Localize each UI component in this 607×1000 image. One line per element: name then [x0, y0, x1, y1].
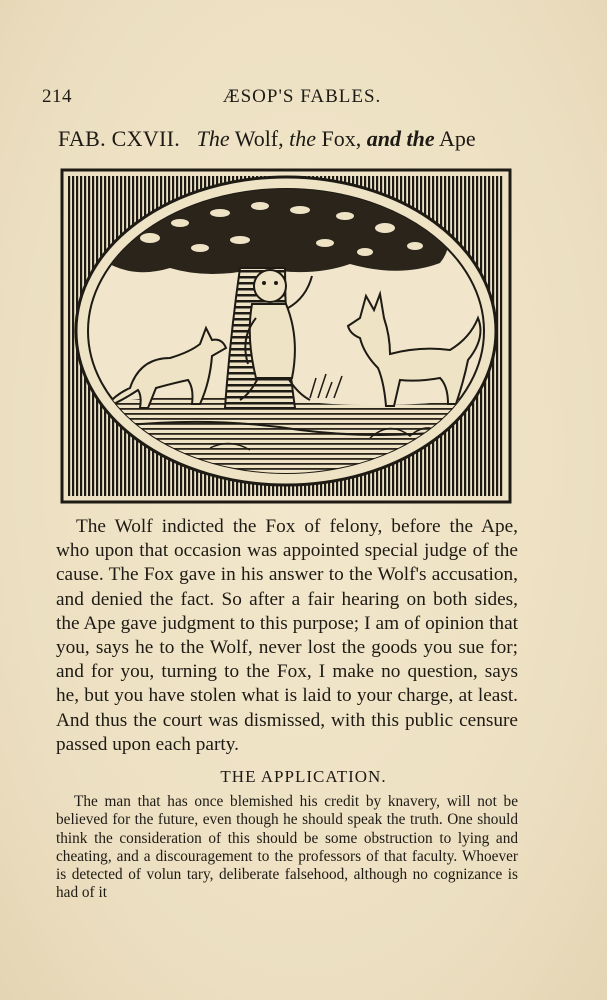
title-word-3: the	[289, 126, 317, 151]
title-word-2: Wolf,	[234, 126, 284, 151]
running-head: ÆSOP'S FABLES.	[222, 86, 382, 107]
fable-number: FAB. CXVII.	[58, 126, 181, 151]
title-word-6: Ape	[438, 126, 476, 151]
story-paragraph: The Wolf indicted the Fox of felony, before the Ape, who upon that occasion was appointed special judge of the cause. The Fox gave in his answer to the Wolf's accusation, and denied the fact. So after a fair hearing on both sides, the Ape gave judgment to this purpose; I am of opinion that you, says he to the Wolf, never lost the goods you sue for; and for you, turning to the Fox, I make no question, says he, but you have stolen what is laid to your charge, at least. And thus the court was dismissed, with this public censure passed upon each party.	[56, 516, 518, 755]
application-paragraph: The man that has once blemished his credit by knavery, will not be believed for the future, even though he should speak the truth. One should think the consideration of this should be some obstruction to lying and cheating, and a discouragement to the professors of that faculty. Whoever is detected of volun tary, deliberate falsehood, although no cognizance is had of it	[56, 793, 518, 902]
title-word-4: Fox,	[321, 126, 362, 151]
application-heading: THE APPLICATION.	[220, 767, 387, 786]
application-text	[56, 793, 518, 903]
woodcut-wolf-fox-ape-icon	[60, 168, 512, 508]
title-word-1: The	[196, 126, 230, 151]
fable-story	[56, 515, 518, 757]
page-number: 214	[42, 86, 72, 107]
title-word-5: and the	[366, 126, 435, 151]
fable-title	[58, 126, 558, 152]
